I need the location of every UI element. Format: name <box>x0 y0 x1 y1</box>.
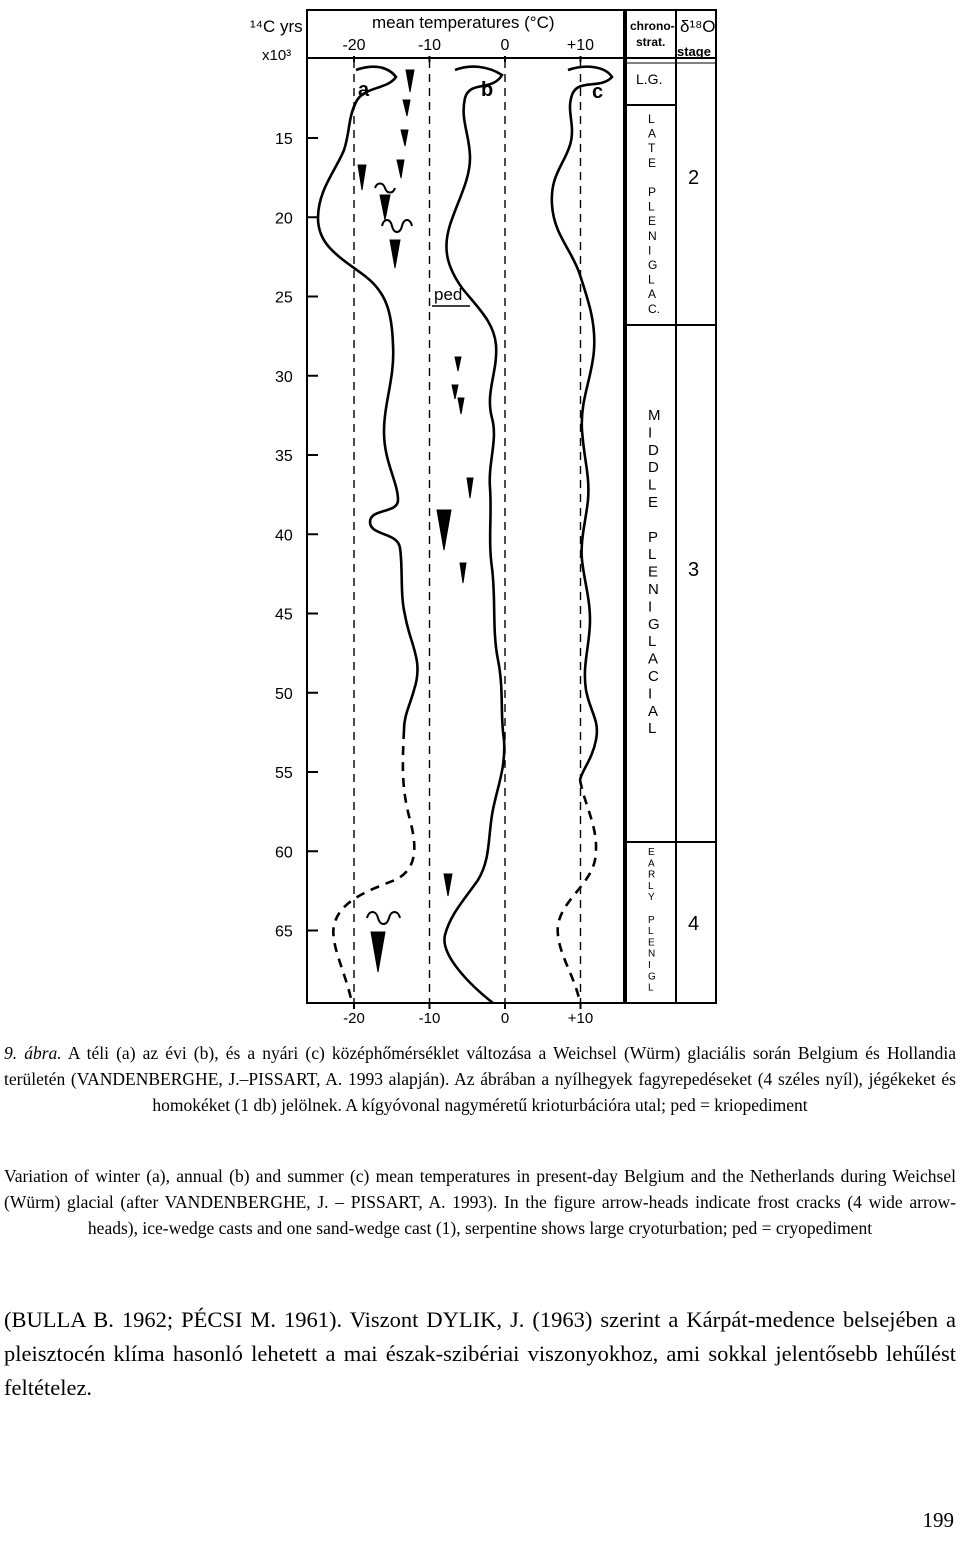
bottom-tick-label: +10 <box>567 1010 594 1027</box>
chrono-letter: G <box>648 258 658 272</box>
body-paragraph: (BULLA B. 1962; PÉCSI M. 1961). Viszont DYLIK, J. (1963) szerint a Kárpát-medence belsejében a pleisztocén klíma hasonló lehetett a mai észak-szibériai viszonyokhoz, ami sokkal jelentősebb lehűlést feltételez. <box>4 1307 956 1400</box>
chrono-letter: E <box>648 563 659 581</box>
bottom-axis-ticks <box>343 1003 593 1027</box>
curve-b-annual <box>444 67 504 1003</box>
age-tick-label: 40 <box>275 527 293 545</box>
age-tick-label: 55 <box>275 765 293 782</box>
chrono-letter: L <box>648 272 655 287</box>
chrono-letter: I <box>648 685 653 703</box>
wedge-symbol <box>444 874 452 896</box>
age-tick-label: 15 <box>275 131 293 148</box>
top-tick-label: -10 <box>417 37 442 54</box>
wedge-symbol <box>380 195 390 220</box>
chrono-letter: L <box>648 476 657 494</box>
wedge-symbol <box>458 398 464 414</box>
curve-label-c: c <box>592 81 604 103</box>
chrono-title-1: chrono- <box>630 19 675 33</box>
wedge-symbol <box>401 130 408 146</box>
chrono-letter: A <box>648 126 657 141</box>
chrono-title-2: strat. <box>636 35 666 49</box>
wedge-symbol <box>406 70 414 92</box>
chrono-letter: I <box>648 598 653 616</box>
chrono-letter: Y <box>648 892 655 904</box>
wedge-symbol <box>358 165 366 190</box>
chrono-letter: I <box>648 243 652 258</box>
age-tick-label: 30 <box>275 368 293 386</box>
age-tick-label: 60 <box>275 844 293 862</box>
chrono-letter: E <box>648 847 655 858</box>
curve-label-b: b <box>481 79 494 101</box>
age-tick-label: 35 <box>275 448 293 465</box>
chrono-letter: L.G. <box>636 71 663 87</box>
chrono-letter: I <box>648 960 651 971</box>
age-tick-label: 25 <box>275 289 293 307</box>
chrono-letter: E <box>648 494 659 511</box>
wedge-symbol <box>467 478 473 498</box>
bottom-tick-label: -20 <box>343 1010 365 1027</box>
curves <box>318 67 612 1003</box>
chrono-letter: L <box>648 880 654 892</box>
caption-hu-text: A téli (a) az évi (b), és a nyári (c) középhőmérséklet változása a Weichsel (Würm) glaciális során Belgium és Hollandia területén (VANDENBERGHE, J.–PISSART, A. 1993 alapján). Az ábrában a nyílhegyek fagyrepedéseket (4 széles nyíl), jégékeket és homokéket (1 db) jelölnek. A kígyóvonal nagyméretű krioturbációra utal; ped = kriopediment <box>4 1043 956 1115</box>
chrono-letter: L <box>648 546 657 564</box>
top-tick-label: +10 <box>566 37 595 54</box>
figure-number: 9. ábra. <box>4 1043 62 1063</box>
bottom-tick-label: 0 <box>500 1010 510 1027</box>
chrono-letter: N <box>648 948 656 960</box>
chrono-letter: L <box>648 112 655 126</box>
stage-2: 2 <box>688 167 700 189</box>
c14-multiplier: x10³ <box>262 47 292 64</box>
figure-caption-hungarian <box>4 1040 956 1118</box>
d18o-title-2: stage <box>677 44 711 59</box>
chronostratigraphy <box>636 71 662 994</box>
chrono-letter: P <box>648 914 655 926</box>
chrono-letter: N <box>648 581 659 598</box>
age-tick-label: 50 <box>275 685 293 703</box>
figure-caption-english: Variation of winter (a), annual (b) and summer (c) mean temperatures in present-day Belgium and the Netherlands during Weichsel (Würm) glacial (after VANDENBERGHE, J. – PISSART, A. 1993). In the figure arrow-heads indicate frost cracks (4 wide arrow-heads), ice-wedge casts and one sand-wedge cast (1), serpentine shows large cryoturbation; ped = cryopediment <box>4 1166 956 1238</box>
chrono-letter: G <box>648 615 660 633</box>
chrono-letter: A <box>648 650 659 668</box>
temperature-axis-title: mean temperatures (°C) <box>372 13 555 32</box>
chrono-letter: I <box>648 424 653 442</box>
top-tick-label: -20 <box>342 37 366 54</box>
serpentine-symbol <box>382 220 412 232</box>
wedge-symbol <box>397 160 404 178</box>
wedge-symbol <box>371 932 385 972</box>
wedge-symbols <box>358 70 473 972</box>
chrono-letter: T <box>648 141 656 156</box>
chrono-letter: A <box>648 702 659 720</box>
curve-c-summer-solid <box>552 67 612 780</box>
age-tick-label: 20 <box>275 210 293 228</box>
serpentine-symbol <box>375 184 395 193</box>
c14-label: ¹⁴C yrs <box>250 17 303 36</box>
curve-a-winter-dashed <box>333 730 414 1003</box>
chrono-letter: D <box>648 459 659 477</box>
chrono-letter: C. <box>648 301 660 316</box>
ped-label: ped <box>434 285 463 304</box>
wedge-symbol <box>455 357 461 371</box>
chrono-letter: L <box>648 199 655 214</box>
chrono-letter: G <box>648 971 656 983</box>
wedge-symbol <box>437 510 451 550</box>
chrono-letter: A <box>648 858 655 870</box>
chrono-letter: L <box>648 926 654 938</box>
age-tick-label: 45 <box>275 606 293 624</box>
chrono-letter: E <box>648 214 657 229</box>
chrono-letter: P <box>648 528 659 546</box>
wedge-symbol <box>452 385 458 399</box>
serpentine-symbol <box>367 912 400 924</box>
chrono-letter: D <box>648 441 659 459</box>
wedge-symbol <box>403 100 410 116</box>
curve-label-a: a <box>358 79 370 101</box>
wedge-symbol <box>390 240 400 268</box>
wedge-symbol <box>460 563 466 583</box>
curve-c-summer-dashed <box>558 780 596 1003</box>
top-tick-label: 0 <box>500 37 510 54</box>
age-axis-ticks <box>275 131 318 941</box>
stage-4: 4 <box>688 913 700 935</box>
chrono-letter: L <box>648 720 657 738</box>
chrono-letter: L <box>648 982 654 994</box>
chrono-letter: E <box>648 155 657 170</box>
bottom-tick-label: -10 <box>418 1010 441 1027</box>
chrono-letter: P <box>648 185 657 199</box>
page-number: 199 <box>922 1508 954 1532</box>
chrono-letter: A <box>648 287 657 302</box>
chrono-letter: C <box>648 668 659 685</box>
stage-3: 3 <box>688 559 700 581</box>
chrono-letter: R <box>648 869 656 881</box>
d18o-title-1: δ¹⁸O <box>680 17 716 36</box>
chrono-letter: L <box>648 633 657 651</box>
chrono-letter: N <box>648 228 657 243</box>
serpentine-symbols <box>367 184 412 925</box>
chrono-letter: M <box>648 407 661 424</box>
age-tick-label: 65 <box>275 923 293 941</box>
chrono-letter: E <box>648 937 655 949</box>
